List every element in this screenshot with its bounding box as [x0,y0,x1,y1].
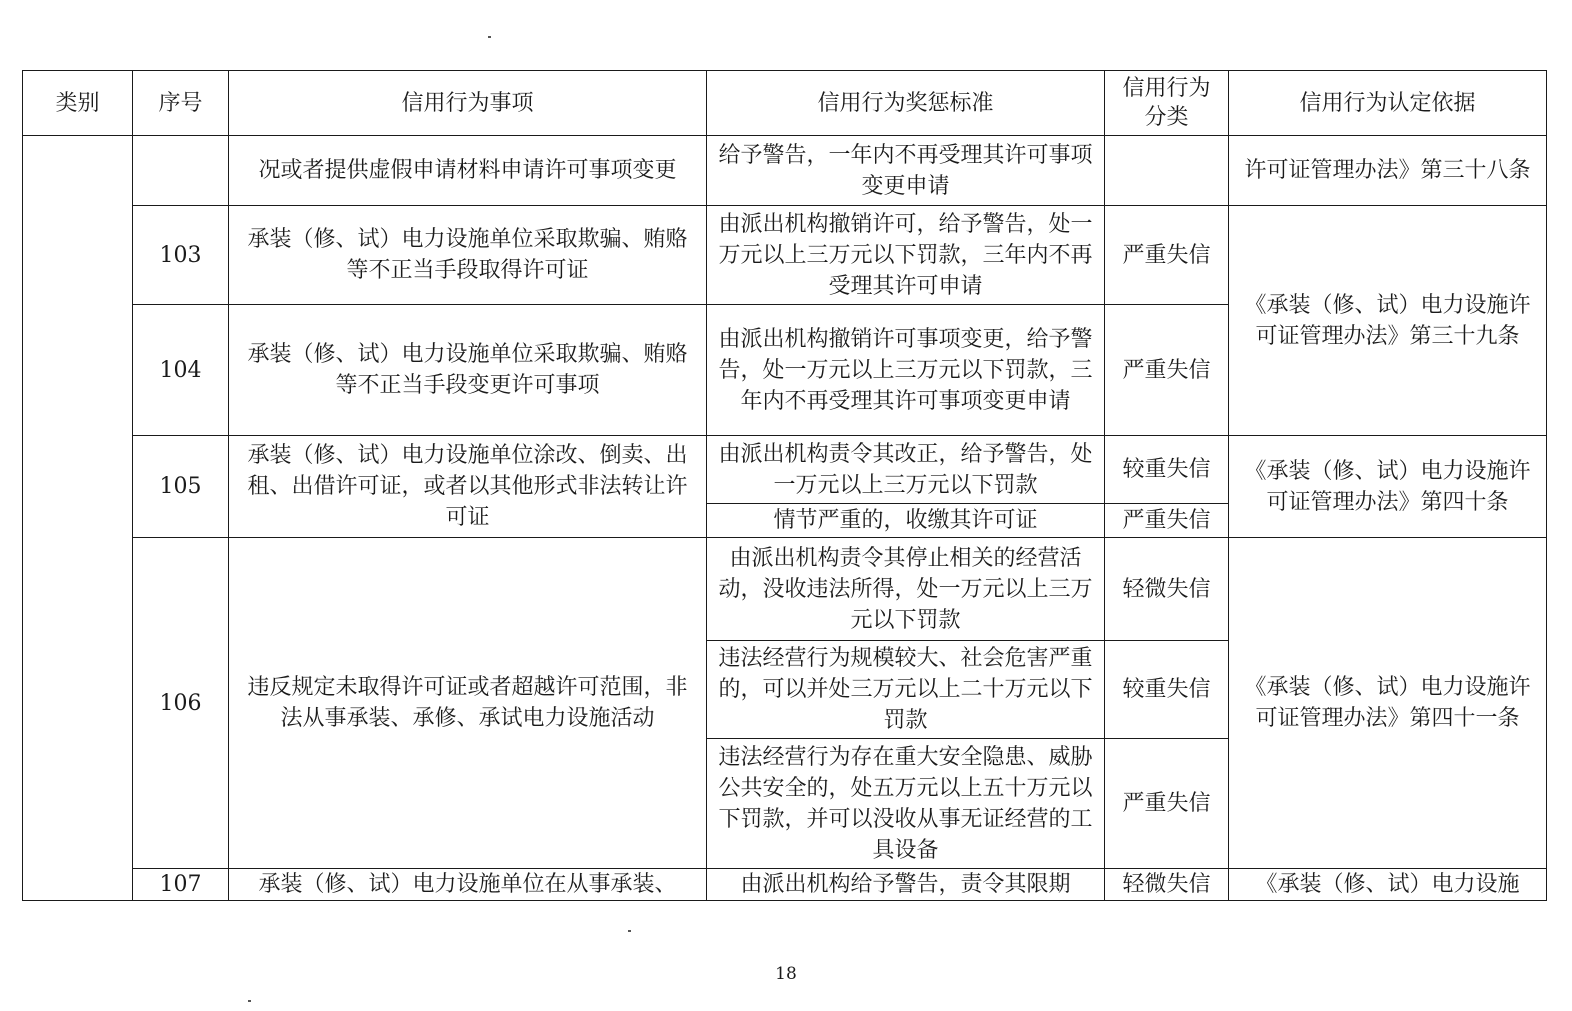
seq-cell: 104 [133,305,229,436]
category-cell [23,136,133,901]
scan-speck [628,930,631,932]
header-matter: 信用行为事项 [229,71,707,136]
seq-cell [133,136,229,206]
matter-cell: 承装（修、试）电力设施单位采取欺骗、贿赂等不正当手段取得许可证 [229,206,707,305]
header-basis: 信用行为认定依据 [1229,71,1547,136]
scan-speck [248,1000,251,1002]
table-row [23,206,1547,305]
classification-cell: 严重失信 [1105,305,1229,436]
basis-cell: 《承装（修、试）电力设施许可证管理办法》第四十条 [1229,436,1547,538]
matter-cell: 违反规定未取得许可证或者超越许可范围，非法从事承装、承修、承试电力设施活动 [229,538,707,869]
seq-cell: 105 [133,436,229,538]
standard-cell: 给予警告，一年内不再受理其许可事项变更申请 [707,136,1105,206]
classification-cell: 较重失信 [1105,436,1229,504]
header-classification: 信用行为分类 [1105,71,1229,136]
classification-cell: 较重失信 [1105,641,1229,739]
standard-cell: 违法经营行为存在重大安全隐患、威胁公共安全的，处五万元以上五十万元以下罚款，并可以没收从事无证经营的工具设备 [707,739,1105,869]
standard-cell: 情节严重的，收缴其许可证 [707,504,1105,538]
basis-cell: 《承装（修、试）电力设施许可证管理办法》第四十一条 [1229,538,1547,869]
basis-cell: 《承装（修、试）电力设施 [1229,869,1547,901]
scan-speck [488,36,491,38]
standard-cell: 由派出机构撤销许可事项变更，给予警告，处一万元以上三万元以下罚款，三年内不再受理其许可事项变更申请 [707,305,1105,436]
header-standard: 信用行为奖惩标准 [707,71,1105,136]
seq-cell: 107 [133,869,229,901]
matter-cell: 承装（修、试）电力设施单位涂改、倒卖、出租、出借许可证，或者以其他形式非法转让许可证 [229,436,707,538]
basis-cell: 许可证管理办法》第三十八条 [1229,136,1547,206]
matter-cell: 承装（修、试）电力设施单位在从事承装、 [229,869,707,901]
matter-cell: 况或者提供虚假申请材料申请许可事项变更 [229,136,707,206]
table-row [23,869,1547,901]
classification-cell: 严重失信 [1105,504,1229,538]
classification-cell: 严重失信 [1105,739,1229,869]
header-category: 类别 [23,71,133,136]
standard-cell: 由派出机构给予警告，责令其限期 [707,869,1105,901]
seq-cell: 106 [133,538,229,869]
seq-cell: 103 [133,206,229,305]
credit-behavior-table [22,70,1547,901]
standard-cell: 由派出机构撤销许可，给予警告，处一万元以上三万元以下罚款，三年内不再受理其许可申请 [707,206,1105,305]
standard-cell: 由派出机构责令其停止相关的经营活动，没收违法所得，处一万元以上三万元以下罚款 [707,538,1105,641]
standard-cell: 由派出机构责令其改正，给予警告，处一万元以上三万元以下罚款 [707,436,1105,504]
classification-cell: 轻微失信 [1105,538,1229,641]
basis-cell: 《承装（修、试）电力设施许可证管理办法》第三十九条 [1229,206,1547,436]
classification-cell [1105,136,1229,206]
table-row [23,436,1547,504]
classification-cell: 严重失信 [1105,206,1229,305]
header-row [23,71,1547,136]
page-number: 18 [775,964,797,984]
matter-cell: 承装（修、试）电力设施单位采取欺骗、贿赂等不正当手段变更许可事项 [229,305,707,436]
standard-cell: 违法经营行为规模较大、社会危害严重的，可以并处三万元以上二十万元以下罚款 [707,641,1105,739]
table-row [23,136,1547,206]
header-seq: 序号 [133,71,229,136]
table-row [23,538,1547,641]
classification-cell: 轻微失信 [1105,869,1229,901]
